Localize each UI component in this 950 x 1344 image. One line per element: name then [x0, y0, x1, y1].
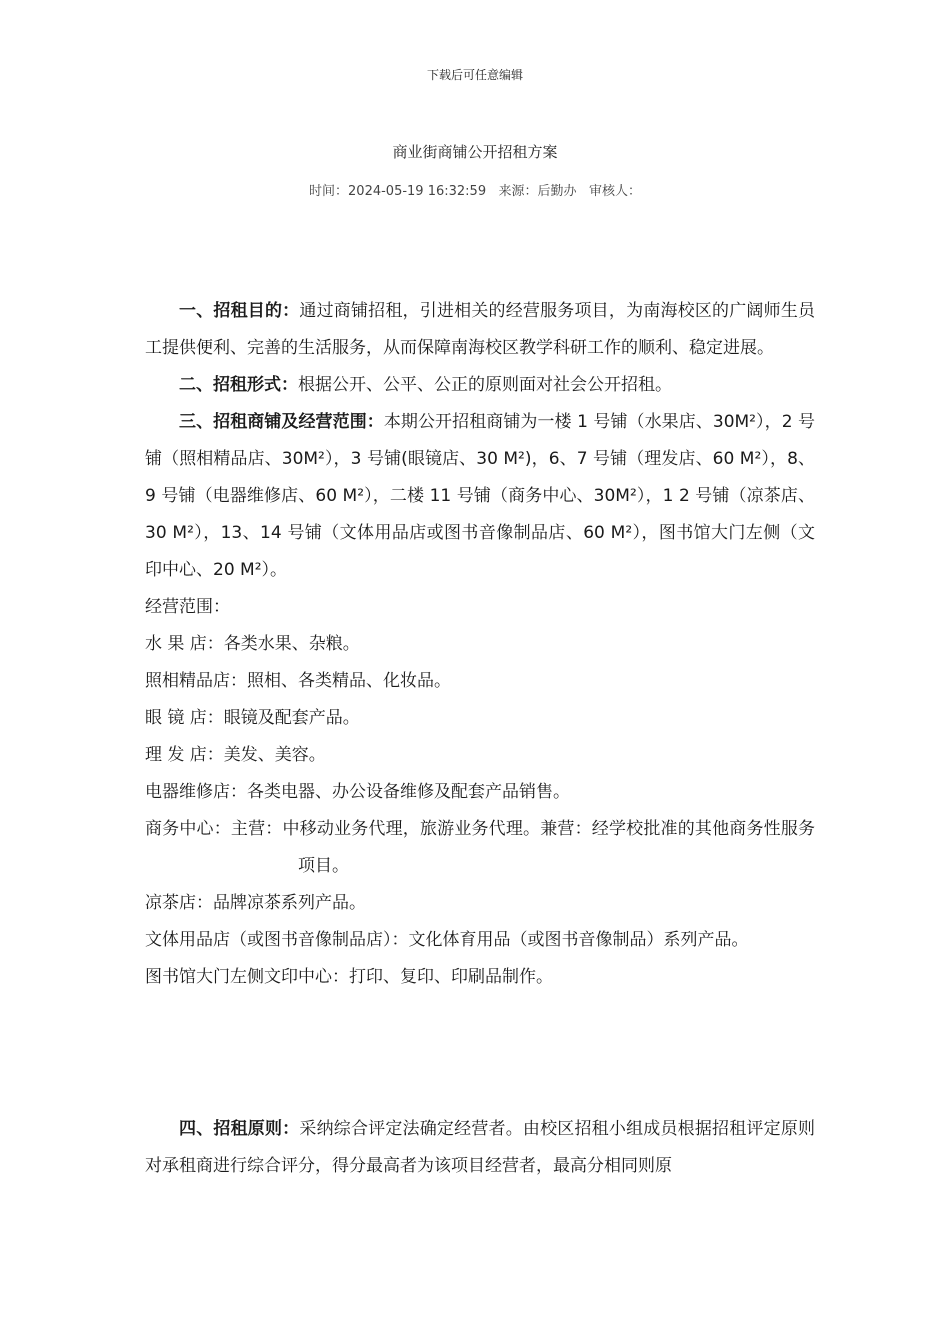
meta-line — [0, 180, 950, 199]
scope-item: 水 果 店：各类水果、杂粮。 — [145, 634, 360, 654]
section-principle-text: 采纳综合评定法确定经营者。由校区招租小组成员根据招租评定原则对承租商进行综合评分，得分最高者为该项目经营者，最高分相同则原 — [145, 1119, 816, 1176]
section-form-text: 根据公开、公平、公正的原则面对社会公开招租。 — [298, 375, 672, 395]
scope-item: 图书馆大门左侧文印中心：打印、复印、印刷品制作。 — [145, 967, 553, 987]
section-shops — [145, 404, 815, 589]
source-label: 来源： — [498, 184, 538, 199]
reviewer-label: 审核人： — [588, 184, 641, 199]
section-form-heading: 二、招租形式： — [179, 375, 298, 395]
header-note: 下载后可任意编辑 — [426, 68, 523, 82]
section-principle-heading: 四、招租原则： — [179, 1119, 300, 1139]
section-purpose-text: 通过商铺招租，引进相关的经营服务项目，为南海校区的广阔师生员工提供便利、完善的生活服务，从而保障南海校区教学科研工作的顺利、稳定进展。 — [145, 301, 816, 358]
section-purpose-heading: 一、招租目的： — [179, 301, 300, 321]
body-block-1 — [145, 293, 815, 996]
scope-item: 凉茶店：品牌凉茶系列产品。 — [145, 893, 366, 913]
section-purpose — [145, 293, 815, 367]
section-shops-heading: 三、招租商铺及经营范围： — [179, 412, 384, 432]
body-block-2 — [145, 1111, 815, 1185]
time-label: 时间： — [309, 184, 349, 199]
section-principle — [145, 1111, 815, 1185]
section-form — [145, 367, 815, 404]
section-shops-text: 本期公开招租商铺为一楼 1 号铺（水果店、30M²），2 号铺（照相精品店、30M²），3 号铺(眼镜店、30 M²)，6、7 号铺（理发店、60 M²），8、9 号铺（电器维修店、60 M²），二楼 11 号铺（商务中心、30M²），1 2 号铺（凉茶店、30 M²），13、14 号铺（文体用品店或图书音像制品店、60 M²），图书馆大门左侧（文印中心、20 M²）。 — [145, 412, 815, 580]
scope-item: 商务中心：主营：中移动业务代理，旅游业务代理。兼营：经学校批准的其他商务性服务项目。 — [145, 819, 815, 876]
scope-title: 经营范围： — [145, 597, 230, 617]
scope-item: 电器维修店：各类电器、办公设备维修及配套产品销售。 — [145, 782, 570, 802]
scope-item: 照相精品店：照相、各类精品、化妆品。 — [145, 671, 451, 691]
scope-item: 眼 镜 店：眼镜及配套产品。 — [145, 708, 360, 728]
scope-item: 理 发 店：美发、美容。 — [145, 745, 326, 765]
scope-item: 文体用品店（或图书音像制品店）：文化体育用品（或图书音像制品）系列产品。 — [145, 930, 749, 950]
source-value: 后勤办 — [537, 184, 577, 199]
document-title: 商业街商铺公开招租方案 — [392, 143, 558, 161]
time-value: 2024-05-19 16:32:59 — [348, 184, 487, 199]
